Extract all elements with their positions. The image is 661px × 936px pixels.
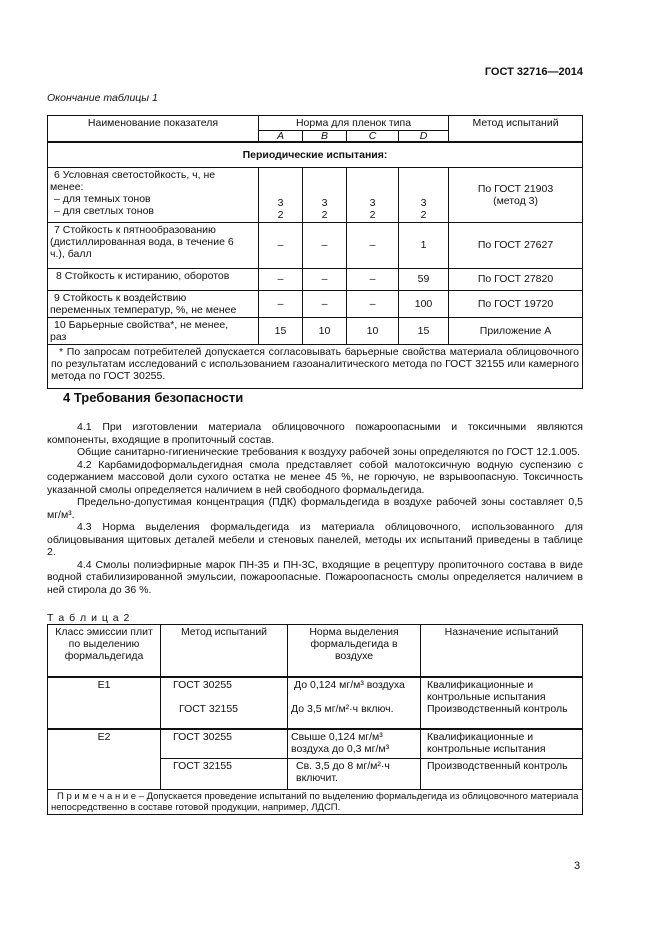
norm-value: 3 2	[347, 167, 399, 222]
indicator-line: менее:	[50, 180, 84, 193]
indicator-name	[48, 290, 259, 317]
e1-method-1: ГОСТ 30255	[173, 678, 233, 691]
indicator-line: 7 Стойкость к пятнообразованию	[54, 223, 216, 236]
type-c: C	[347, 131, 399, 143]
norm-value: 3 2	[399, 167, 449, 222]
e2-class: Е2	[48, 729, 161, 790]
page-number: 3	[574, 860, 581, 872]
test-method: По ГОСТ 27820	[449, 268, 583, 290]
table-row	[48, 167, 583, 222]
indicator-line: ч.), балл	[50, 247, 92, 260]
indicator-line: переменных температур, %, не менее	[50, 303, 237, 316]
norm-value: 10	[303, 317, 347, 344]
table-row	[48, 268, 583, 290]
paragraph: 4.4 Смолы полиэфирные марок ПН-35 и ПН-3С, входящие в рецептуру пропиточного состава в виде водной стабилизированной эмульсии, пожароопасные. Пожароопасность смолы определяется наличием в ней стирола до 36 %.	[47, 558, 583, 596]
e1-norm-1: До 0,124 мг/м³ воздуха	[294, 678, 405, 691]
indicator-name	[48, 317, 259, 344]
document-code: ГОСТ 32716—2014	[484, 66, 583, 78]
test-method: По ГОСТ 19720	[449, 290, 583, 317]
norm-value: 15	[399, 317, 449, 344]
type-b: B	[303, 131, 347, 143]
table-row	[48, 222, 583, 268]
e2-norm-2: Св. 3,5 до 8 мг/м²·ч включит.	[288, 759, 421, 790]
table2-note: П р и м е ч а н и е – Допускается проведение испытаний по выделению формальдегида из облицовочного материала непосредственно в составе готовой продукции, например, ЛДСП.	[48, 790, 583, 815]
paragraph: Предельно-допустимая концентрация (ПДК) формальдегида в воздухе рабочей зоны составляет 0,5 мг/м³.	[47, 496, 583, 521]
paragraph: 4.2 Карбамидоформальдегидная смола представляет собой малотоксичную водную суспензию с содержанием массовой доли сухого остатка не менее 45 %, не горючую, не взрывоопасную. Токсичность указанной смолы определяется наличием в ней свободного формальдегида.	[47, 458, 583, 496]
type-d: D	[399, 131, 449, 143]
t2-header-method: Метод испытаний	[161, 625, 288, 677]
norm-value: –	[259, 222, 303, 268]
norm-value: –	[347, 268, 399, 290]
test-method: По ГОСТ 21903 (метод 3)	[449, 167, 583, 222]
norm-value: –	[259, 290, 303, 317]
norm-value: –	[303, 222, 347, 268]
indicator-line: (дистиллированная вода, в течение 6	[50, 235, 234, 248]
norm-value: 100	[399, 290, 449, 317]
indicator-line: 8 Стойкость к истиранию, оборотов	[56, 269, 230, 282]
indicator-line: – для темных тонов	[54, 192, 151, 205]
e1-class: Е1	[48, 677, 161, 729]
norm-value: 59	[399, 268, 449, 290]
paragraph: 4.3 Норма выделения формальдегида из материала облицовочного, использованного для облицовывания щитовых деталей мебели и стеновых панелей, методы их испытаний приведены в таблице 2.	[47, 521, 583, 558]
table1-caption: Окончание таблицы 1	[47, 92, 158, 104]
e1-norm-2: До 3,5 мг/м²·ч включ.	[291, 702, 394, 715]
table-row	[48, 317, 583, 344]
e1-purpose-1: Квалификационные и контрольные испытания	[427, 678, 546, 703]
table2-caption: Т а б л и ц а 2	[47, 612, 131, 624]
indicator-line: – для светлых тонов	[54, 204, 154, 217]
t2-header-class: Класс эмиссии плит по выделению формальдегида	[48, 625, 161, 677]
e2-norm-1: Свыше 0,124 мг/м³ воздуха до 0,3 мг/м³	[288, 729, 421, 759]
e2-method-2: ГОСТ 32155	[161, 759, 288, 790]
col-header-method: Метод испытаний	[449, 116, 583, 143]
norm-value: 3 2	[259, 167, 303, 222]
t2-header-norm: Норма выделения формальдегида в воздухе	[288, 625, 421, 677]
indicator-name	[48, 167, 259, 222]
indicator-name	[48, 268, 259, 290]
e2-method-1: ГОСТ 30255	[161, 729, 288, 759]
norm-value: 10	[347, 317, 399, 344]
test-method: По ГОСТ 27627	[449, 222, 583, 268]
paragraph: Общие санитарно-гигиенические требования к воздуху рабочей зоны определяются по ГОСТ 12.1.005.	[77, 446, 581, 458]
indicator-line: 10 Барьерные свойства*, не менее,	[54, 318, 229, 331]
table-2	[47, 624, 583, 815]
e1-method-2: ГОСТ 32155	[179, 702, 239, 715]
e1-purpose-2: Производственный контроль	[427, 702, 568, 715]
norm-value: –	[347, 222, 399, 268]
norm-value: 15	[259, 317, 303, 344]
indicator-line: 6 Условная светостойкость, ч, не	[54, 168, 216, 181]
norm-value: –	[347, 290, 399, 317]
indicator-name	[48, 222, 259, 268]
norm-value: –	[303, 268, 347, 290]
col-header-name: Наименование показателя	[48, 116, 259, 143]
type-a: A	[259, 131, 303, 143]
section-body	[47, 421, 583, 596]
norm-value: –	[259, 268, 303, 290]
table-row	[48, 290, 583, 317]
e2-purpose-2: Производственный контроль	[421, 759, 583, 790]
table1-footnote: * По запросам потребителей допускается согласовывать барьерные свойства материала облицовочного по результатам исследований с использованием газоаналитического метода по ГОСТ 32155 или камерного метода по ГОСТ 30255.	[48, 344, 583, 388]
e2-purpose-1: Квалификационные и контрольные испытания	[421, 729, 583, 759]
section-periodic: Периодические испытания:	[48, 142, 583, 167]
paragraph: 4.1 При изготовлении материала облицовочного пожароопасными и токсичными являются компоненты, входящие в пропиточный состав.	[47, 421, 583, 446]
norm-value: –	[303, 290, 347, 317]
section-title: 4 Требования безопасности	[63, 390, 244, 405]
table-1	[47, 115, 583, 389]
indicator-line: раз	[50, 330, 67, 343]
norm-value: 1	[399, 222, 449, 268]
test-method: Приложение А	[449, 317, 583, 344]
norm-value: 3 2	[303, 167, 347, 222]
col-header-norm: Норма для пленок типа	[259, 116, 449, 131]
indicator-line: 9 Стойкость к воздействию	[54, 291, 187, 304]
t2-header-purpose: Назначение испытаний	[421, 625, 583, 677]
